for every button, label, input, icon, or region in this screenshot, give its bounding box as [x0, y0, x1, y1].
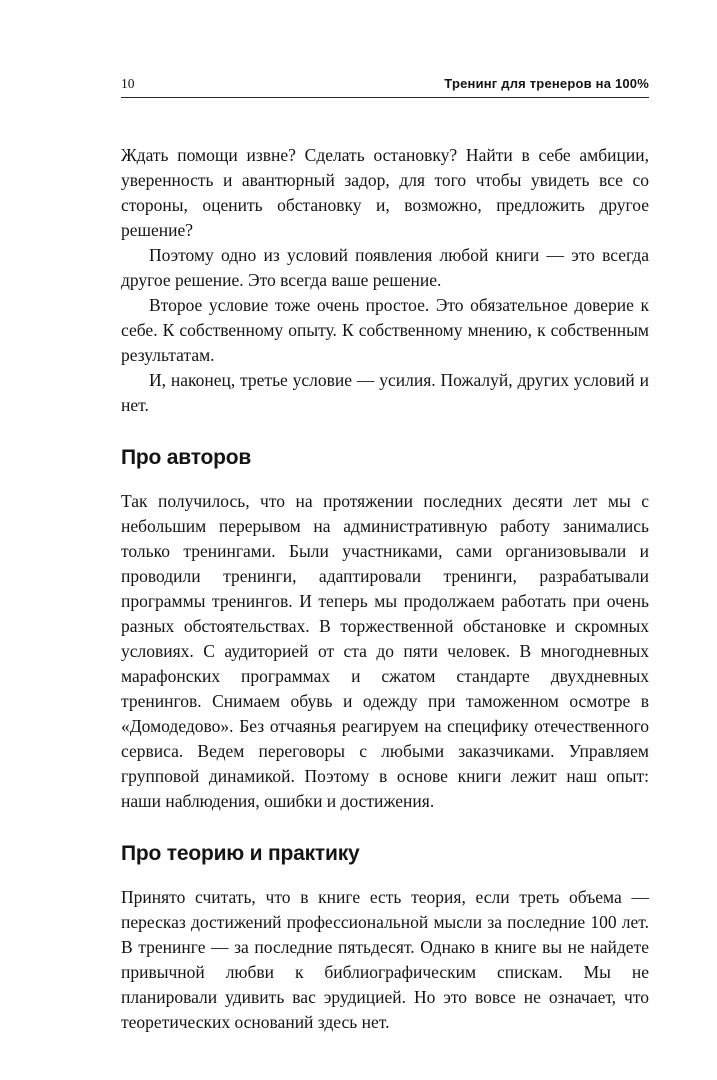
paragraph-intro-4: И, наконец, третье условие — усилия. Пожалуй, других условий и нет.: [121, 370, 649, 415]
header-rule: [121, 97, 649, 98]
page-header: [121, 76, 649, 92]
page-body: [121, 143, 649, 1035]
section-heading-about-authors: Про авторов: [121, 446, 252, 469]
paragraph-about-authors: Так получилось, что на протяжении последних десяти лет мы с небольшим перерывом на административную работу занимались только тренингами. Были участниками, сами организовывали и проводили тренинги, адаптировали тренинги, разрабатывали программы тренингов. И теперь мы продолжаем работать при очень разных обстоятельствах. В торжественной обстановке и скромных условиях. С аудиторией от ста до пяти человек. В многодневных марафонских программах и сжатом стандарте двухдневных тренингов. Снимаем обувь и одежду при таможенном осмотре в «Домодедово». Без отчаянья реагируем на специфику отечественного сервиса. Ведем переговоры с любыми заказчиками. Управляем групповой динамикой. Поэтому в основе книги лежит наш опыт: наши наблюдения, ошибки и достижения.: [121, 491, 649, 811]
paragraph-intro-2: Поэтому одно из условий появления любой книги — это всегда другое решение. Это всегда ваше решение.: [121, 245, 649, 290]
paragraph-theory-and-practice: Принято считать, что в книге есть теория, если треть объема — пересказ достижений профессиональной мысли за последние 100 лет. В тренинге — за последние пятьдесят. Однако в книге вы не найдете привычной любви к библиографическим спискам. Мы не планировали удивить вас эрудицией. Но это вовсе не означает, что теоретических оснований здесь нет.: [121, 887, 649, 1032]
paragraph-intro-3: Второе условие тоже очень простое. Это обязательное доверие к себе. К собственному опыту. К собственному мнению, к собственным результатам.: [121, 295, 649, 365]
paragraph-intro-1: Ждать помощи извне? Сделать остановку? Найти в себе амбиции, уверенность и авантюрный задор, для того чтобы увидеть все со стороны, оценить обстановку и, возможно, предложить другое решение?: [121, 145, 649, 240]
section-heading-theory-and-practice: Про теорию и практику: [121, 842, 360, 865]
running-title: Тренинг для тренеров на 100%: [444, 76, 649, 91]
page-number: 10: [121, 76, 135, 91]
